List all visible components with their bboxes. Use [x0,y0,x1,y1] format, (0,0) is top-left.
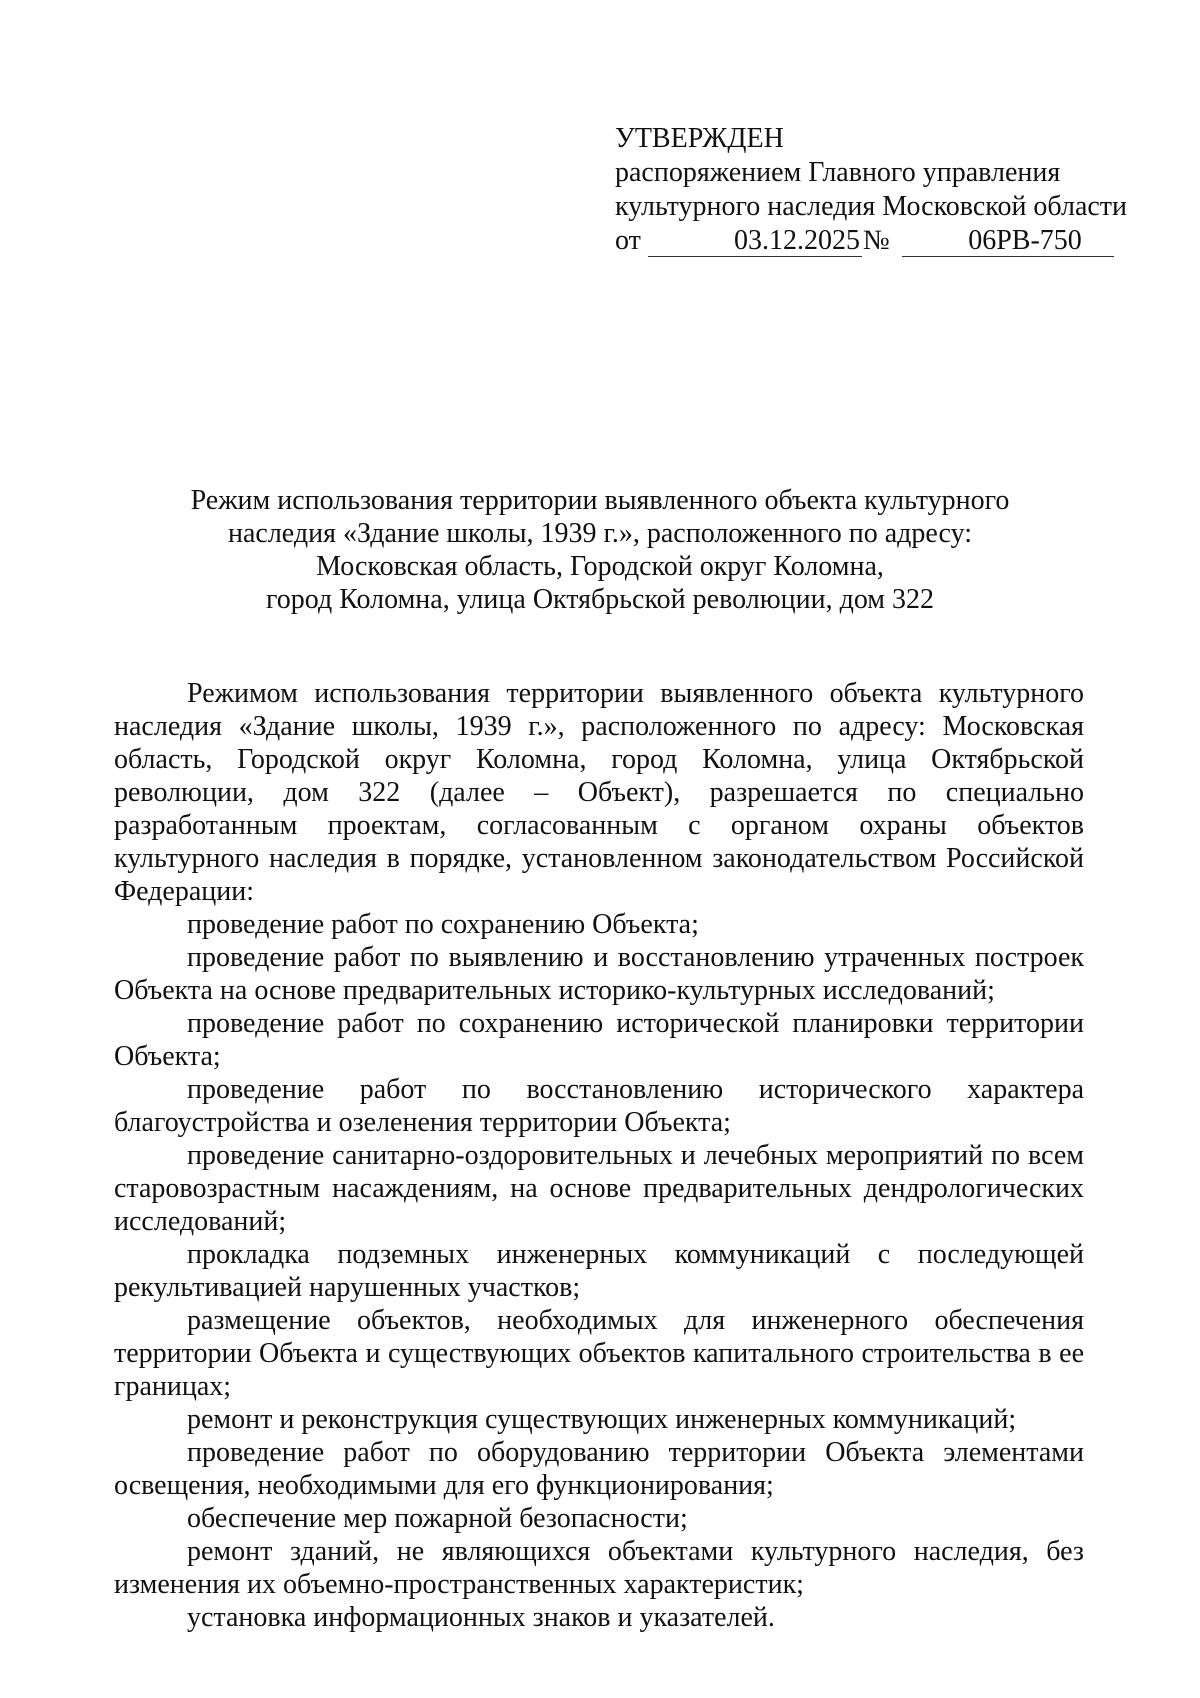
approval-block [615,122,1175,258]
list-item: прокладка подземных инженерных коммуникаций с последующей рекультивацией нарушенных участков; [114,1239,1084,1303]
approval-number: 06РВ-750 [902,224,1114,257]
list-item: проведение работ по восстановлению исторического характера благоустройства и озеленения территории Объекта; [114,1074,1084,1138]
list-item: проведение работ по оборудованию территории Объекта элементами освещения, необходимыми для его функционирования; [114,1437,1084,1501]
list-item: ремонт и реконструкция существующих инженерных коммуникаций; [187,1404,1017,1435]
intro-paragraph: Режимом использования территории выявленного объекта культурного наследия «Здание школы, 1939 г.», расположенного по адресу: Московская область, Городской округ Коломна, город Коломна, улица Октябрьской революции, дом 322 (далее – Объект), разрешается по специально разработанным проектам, согласованным с органом охраны объектов культурного наследия в порядке, установленном законодательством Российской Федерации: [114,678,1084,907]
list-item: проведение работ по сохранению исторической планировки территории Объекта; [114,1008,1084,1072]
list-item: размещение объектов, необходимых для инженерного обеспечения территории Объекта и существующих объектов капитального строительства в ее границах; [114,1305,1084,1402]
approval-line-1: распоряжением Главного управления [615,157,1061,188]
date-prefix: от [615,225,641,256]
list-item: обеспечение мер пожарной безопасности; [187,1503,688,1534]
title-line: город Коломна, улица Октябрьской революции, дом 322 [265,584,935,615]
document-title [120,484,1080,616]
approval-heading: УТВЕРЖДЕН [615,123,784,154]
list-item: проведение работ по выявлению и восстановлению утраченных построек Объекта на основе предварительных историко-культурных исследований; [114,942,1084,1006]
list-item: ремонт зданий, не являющихся объектами культурного наследия, без изменения их объемно-пространственных характеристик; [114,1536,1084,1600]
title-line: Режим использования территории выявленного объекта культурного [190,485,1010,516]
list-item: проведение работ по сохранению Объекта; [187,909,699,940]
approval-line-2: культурного наследия Московской области [615,191,1128,222]
approval-date-line [615,224,1175,258]
title-line: наследия «Здание школы, 1939 г.», расположенного по адресу: [227,518,973,549]
document-body [114,677,1084,1634]
approval-date: 03.12.2025 [648,224,862,257]
number-sign: № [863,225,890,256]
list-item: проведение санитарно-оздоровительных и лечебных мероприятий по всем старовозрастным насаждениям, на основе предварительных дендрологических исследований; [114,1140,1084,1237]
list-item: установка информационных знаков и указателей. [187,1602,775,1633]
title-line: Московская область, Городской округ Коломна, [316,551,884,582]
